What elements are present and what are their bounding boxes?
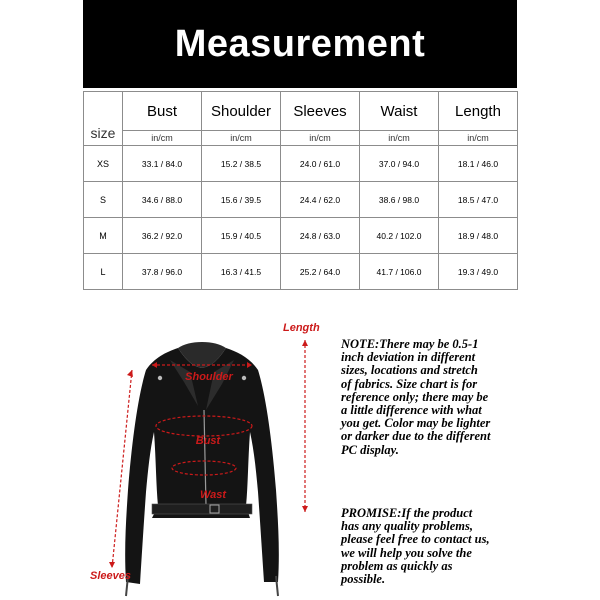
sleeves-label: Sleeves bbox=[90, 570, 131, 582]
size-label: M bbox=[84, 218, 123, 254]
column-header-sleeves: Sleeves bbox=[281, 92, 360, 131]
table-cell: 37.0 / 94.0 bbox=[360, 146, 439, 182]
length-label: Length bbox=[283, 322, 320, 334]
table-unit-row bbox=[84, 131, 518, 146]
table-row bbox=[84, 218, 518, 254]
table-cell: 18.1 / 46.0 bbox=[439, 146, 518, 182]
size-table bbox=[83, 91, 518, 290]
table-row bbox=[84, 182, 518, 218]
column-header-length: Length bbox=[439, 92, 518, 131]
table-cell: 16.3 / 41.5 bbox=[202, 254, 281, 290]
jacket-body bbox=[125, 348, 279, 584]
waist-label: Wast bbox=[199, 489, 227, 501]
table-cell: 36.2 / 92.0 bbox=[123, 218, 202, 254]
shoulder-label: Shoulder bbox=[185, 371, 233, 383]
table-cell: 33.1 / 84.0 bbox=[123, 146, 202, 182]
note-text: NOTE:There may be 0.5-1 inch deviation in different sizes, locations and stretch of fabrics. Size chart is for reference only; there may be a little difference with what you get. Color may be lighter or darker due to the different PC display. bbox=[341, 337, 491, 457]
jacket-belt bbox=[152, 504, 252, 514]
snap-button bbox=[158, 376, 162, 380]
bust-label: Bust bbox=[195, 435, 221, 447]
table-cell: 24.0 / 61.0 bbox=[281, 146, 360, 182]
unit-label: in/cm bbox=[281, 131, 360, 146]
column-header-bust: Bust bbox=[123, 92, 202, 131]
table-cell: 18.9 / 48.0 bbox=[439, 218, 518, 254]
table-row bbox=[84, 254, 518, 290]
table-cell: 24.8 / 63.0 bbox=[281, 218, 360, 254]
table-cell: 15.2 / 38.5 bbox=[202, 146, 281, 182]
size-header: size bbox=[84, 92, 123, 146]
table-cell: 15.6 / 39.5 bbox=[202, 182, 281, 218]
table-cell: 15.9 / 40.5 bbox=[202, 218, 281, 254]
table-cell: 34.6 / 88.0 bbox=[123, 182, 202, 218]
unit-label: in/cm bbox=[202, 131, 281, 146]
page-title: Measurement bbox=[174, 22, 426, 65]
table-cell: 38.6 / 98.0 bbox=[360, 182, 439, 218]
table-cell: 41.7 / 106.0 bbox=[360, 254, 439, 290]
table-cell: 37.8 / 96.0 bbox=[123, 254, 202, 290]
table-cell: 19.3 / 49.0 bbox=[439, 254, 518, 290]
table-cell: 24.4 / 62.0 bbox=[281, 182, 360, 218]
table-cell: 40.2 / 102.0 bbox=[360, 218, 439, 254]
unit-label: in/cm bbox=[360, 131, 439, 146]
title-banner bbox=[83, 0, 517, 88]
column-header-shoulder: Shoulder bbox=[202, 92, 281, 131]
snap-button bbox=[242, 376, 246, 380]
jacket-diagram bbox=[90, 320, 335, 600]
table-header-row bbox=[84, 92, 518, 131]
table-cell: 25.2 / 64.0 bbox=[281, 254, 360, 290]
column-header-waist: Waist bbox=[360, 92, 439, 131]
size-label: S bbox=[84, 182, 123, 218]
unit-label: in/cm bbox=[123, 131, 202, 146]
size-label: L bbox=[84, 254, 123, 290]
table-cell: 18.5 / 47.0 bbox=[439, 182, 518, 218]
size-label: XS bbox=[84, 146, 123, 182]
table-row bbox=[84, 146, 518, 182]
unit-label: in/cm bbox=[439, 131, 518, 146]
promise-text: PROMISE:If the product has any quality problems, please feel free to contact us, we will help you solve the problem as quickly as possible. bbox=[341, 506, 490, 587]
